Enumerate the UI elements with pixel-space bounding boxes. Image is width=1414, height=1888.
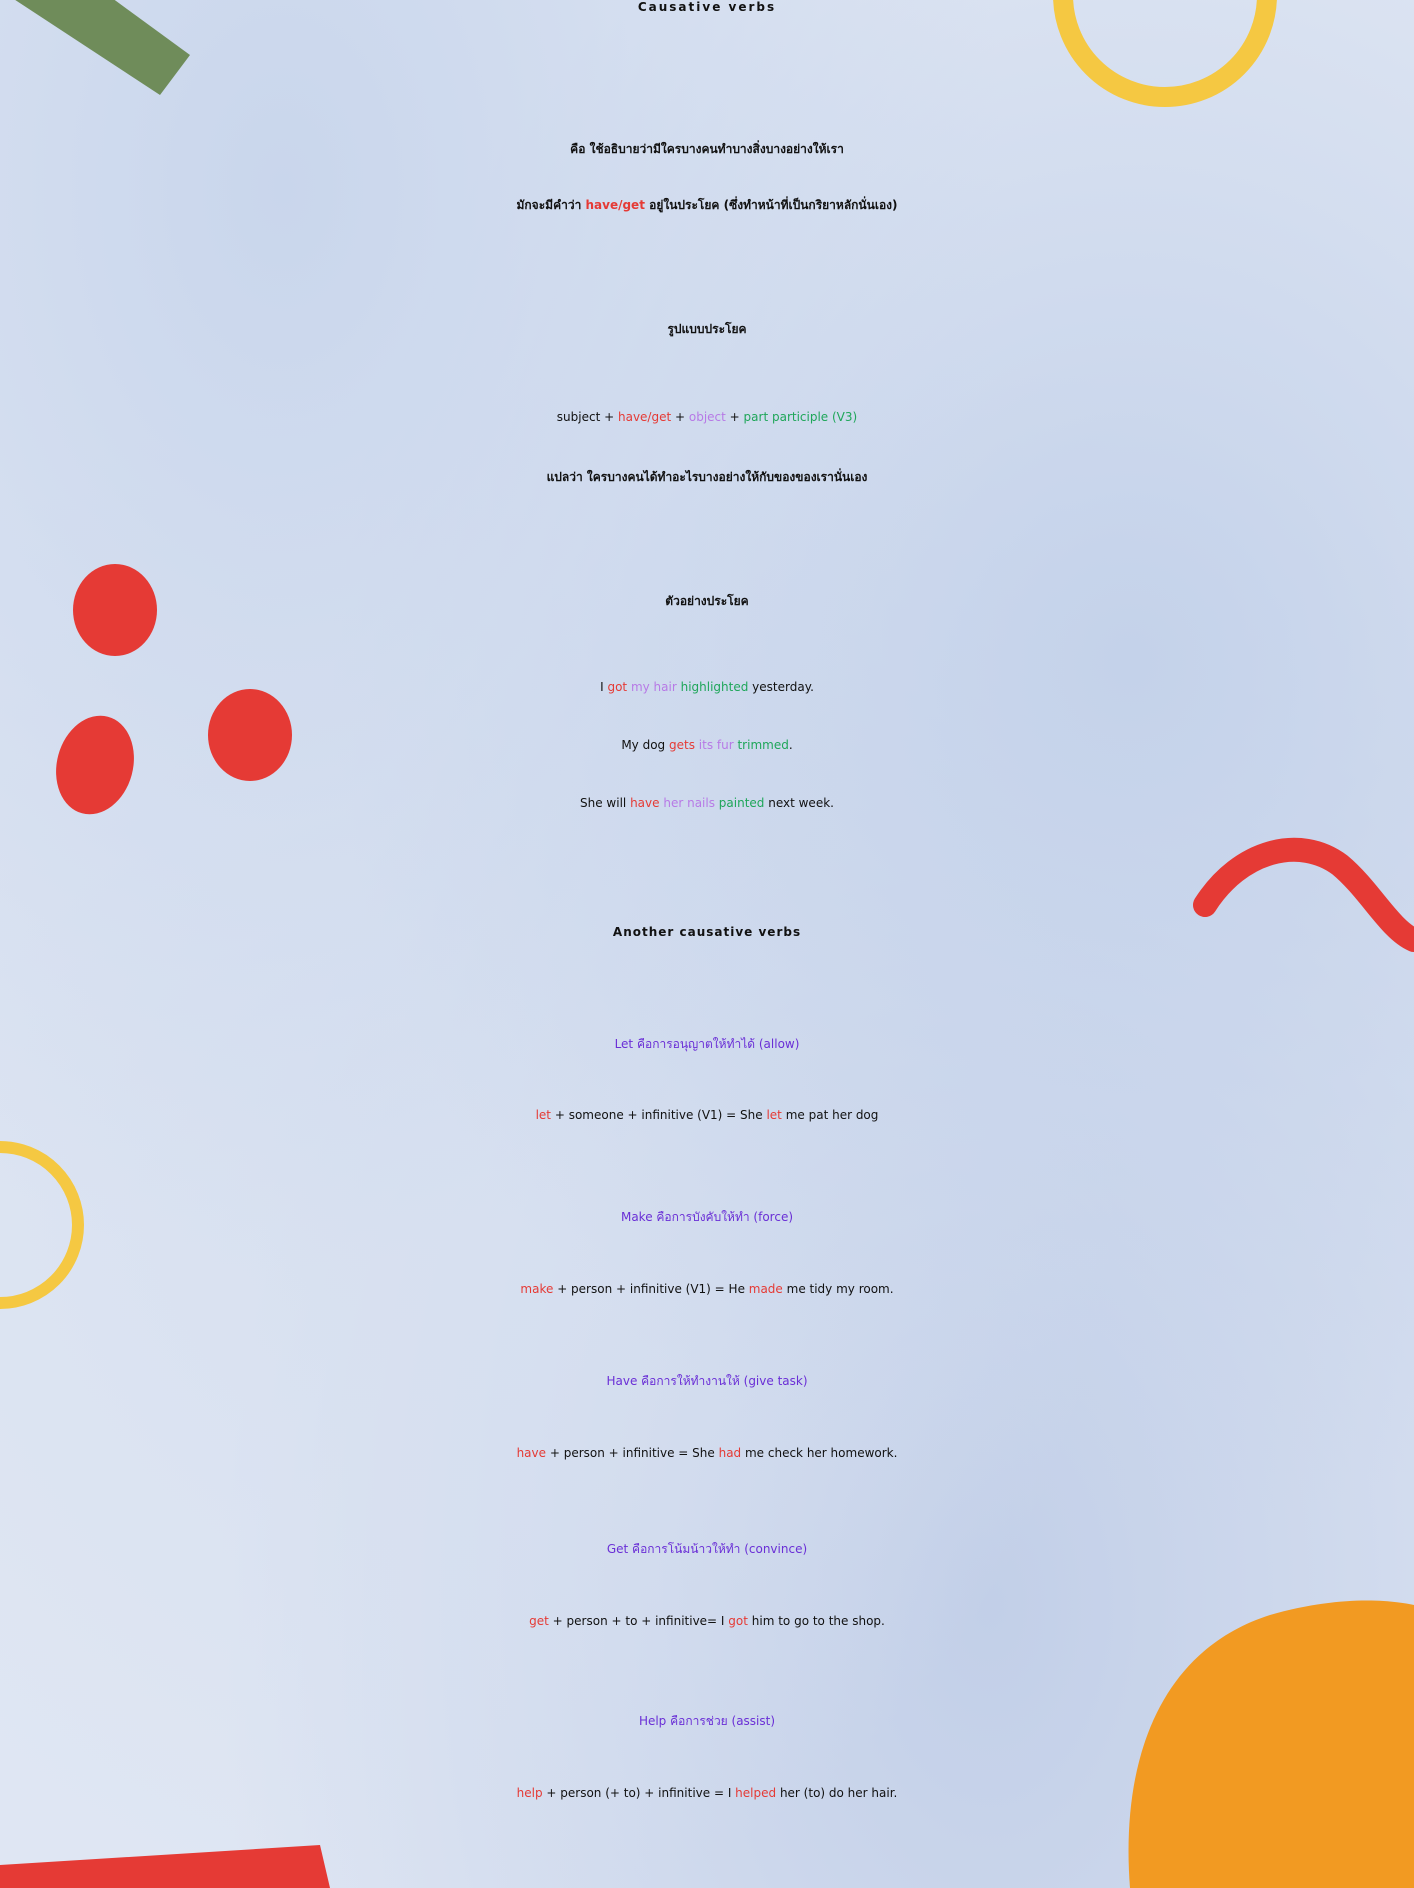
have-heading: Have คือการให้ทำงานให้ (give task) [606,1374,808,1388]
example-2: My dog gets its fur trimmed. [621,738,793,752]
structure-heading: รูปแบบประโยค [667,322,747,336]
get-rule: get + person + to + infinitive= I got him to go to the shop. [529,1614,885,1628]
red-bar-bottom [0,1845,330,1888]
let-rule: let + someone + infinitive (V1) = She let me pat her dog [535,1108,879,1122]
make-heading: Make คือการบังคับให้ทำ (force) [620,1210,794,1224]
let-heading: Let คือการอนุญาตให้ทำได้ (allow) [614,1037,800,1051]
structure-meaning: แปลว่า ใครบางคนได้ทำอะไรบางอย่างให้กับของของเรานั่นเอง [546,470,868,484]
intro-highlight: have/get [585,198,645,212]
get-heading: Get คือการโน้มน้าวให้ทำ (convince) [606,1542,808,1556]
yellow-ring-top [1063,0,1267,97]
red-blob-3 [208,689,292,781]
have-rule: have + person + infinitive = She had me check her homework. [516,1446,898,1460]
help-rule: help + person (+ to) + infinitive = I helped her (to) do her hair. [516,1786,898,1800]
intro-line-2: มักจะมีคำว่า have/get อยู่ในประโยค (ซึ่งทำหน้าที่เป็นกริยาหลักนั่นเอง) [516,198,898,212]
intro-line-1: คือ ใช้อธิบายว่ามีใครบางคนทำบางสิ่งบางอย่างให้เรา [570,142,844,156]
examples-heading: ตัวอย่างประโยค [665,594,749,608]
structure-formula: subject + have/get + object + part participle (V3) [556,410,858,424]
example-3: She will have her nails painted next week. [580,796,834,810]
olive-bar-shape [0,0,190,95]
orange-blob [1129,1601,1414,1888]
another-heading: Another causative verbs [612,925,802,939]
example-1: I got my hair highlighted yesterday. [600,680,814,694]
make-rule: make + person + infinitive (V1) = He made me tidy my room. [520,1282,894,1296]
help-heading: Help คือการช่วย (assist) [638,1714,776,1728]
page-title: Causative verbs [637,0,777,14]
